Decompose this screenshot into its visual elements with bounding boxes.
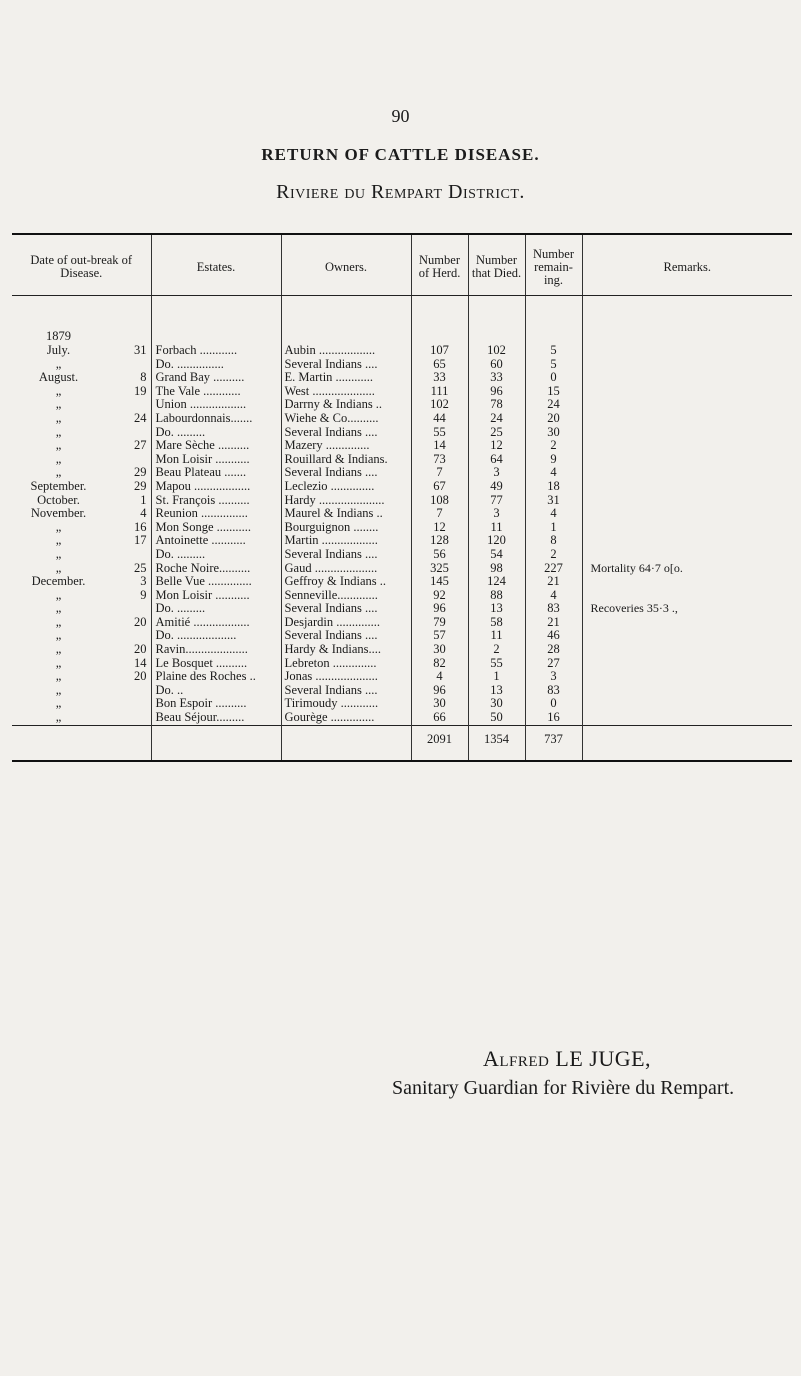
cell-died: 11 <box>468 629 525 643</box>
cell-month: „ <box>55 656 62 670</box>
table-row <box>12 371 792 385</box>
cell-herd: 30 <box>411 697 468 711</box>
table-row <box>12 480 792 494</box>
cell-day: 14 <box>105 657 151 671</box>
cell-day: 9 <box>105 589 151 603</box>
cell-estate: Antoinette ........... <box>151 534 281 548</box>
cell-remarks <box>582 426 792 440</box>
cell-month: „ <box>55 561 62 575</box>
cell-month: November. <box>30 507 87 521</box>
cell-estate: Mon Loisir ........... <box>151 453 281 467</box>
cell-estate: Amitié .................. <box>151 616 281 630</box>
cell-remaining: 83 <box>525 684 582 698</box>
cell-died: 49 <box>468 480 525 494</box>
cell-remaining: 2 <box>525 439 582 453</box>
cell-month: „ <box>55 534 62 548</box>
document-title: RETURN OF CATTLE DISEASE. <box>261 145 540 164</box>
cell-remarks <box>582 398 792 412</box>
cell-day: 20 <box>105 670 151 684</box>
cell-day: 24 <box>105 412 151 426</box>
cell-day: 20 <box>105 643 151 657</box>
cell-estate: The Vale ............ <box>151 385 281 399</box>
cell-day <box>105 629 151 643</box>
cell-remarks <box>582 358 792 372</box>
signature-title: Sanitary Guardian for Rivière du Rempart. <box>392 1077 735 1099</box>
cell-owner: Lebreton .............. <box>281 657 411 671</box>
cell-remarks <box>582 480 792 494</box>
cell-died: 30 <box>468 697 525 711</box>
cell-owner: Aubin .................. <box>281 344 411 358</box>
cell-remarks <box>582 548 792 562</box>
cell-day: 4 <box>105 507 151 521</box>
cell-owner: Maurel & Indians .. <box>281 507 411 521</box>
cell-owner: West .................... <box>281 385 411 399</box>
cell-estate: Mon Loisir ........... <box>151 589 281 603</box>
cell-died: 102 <box>468 344 525 358</box>
cell-day <box>105 711 151 725</box>
cell-owner: Bourguignon ........ <box>281 521 411 535</box>
cell-owner: Hardy & Indians.... <box>281 643 411 657</box>
cell-month: „ <box>55 466 62 480</box>
cell-month: „ <box>55 398 62 412</box>
table-row <box>12 643 792 657</box>
cell-owner: Gaud .................... <box>281 562 411 576</box>
header-remarks: Remarks. <box>582 235 792 296</box>
cell-estate: Reunion ............... <box>151 507 281 521</box>
total-died: 1354 <box>468 725 525 750</box>
table-row <box>12 439 792 453</box>
cell-day: 20 <box>105 616 151 630</box>
cell-died: 3 <box>468 507 525 521</box>
cell-estate: St. François .......... <box>151 494 281 508</box>
table-spacer-row <box>12 296 792 331</box>
cell-owner: Rouillard & Indians. <box>281 453 411 467</box>
cell-owner: Wiehe & Co.......... <box>281 412 411 426</box>
cell-estate: Plaine des Roches .. <box>151 670 281 684</box>
cell-died: 54 <box>468 548 525 562</box>
cell-estate: Beau Plateau ....... <box>151 466 281 480</box>
cell-estate: Do. ............... <box>151 358 281 372</box>
cell-owner: Several Indians .... <box>281 426 411 440</box>
cell-owner: Several Indians .... <box>281 684 411 698</box>
year-row <box>12 330 792 344</box>
header-date: Date of out-break of Disease. <box>12 235 151 296</box>
year-label: 1879 <box>46 330 71 344</box>
cell-owner: Several Indians .... <box>281 629 411 643</box>
table-header-row <box>12 235 792 296</box>
table-row <box>12 548 792 562</box>
cell-herd: 111 <box>411 385 468 399</box>
cell-owner: Tirimoudy ............ <box>281 697 411 711</box>
table-row <box>12 562 792 576</box>
cell-month: „ <box>55 629 62 643</box>
table-tail-row <box>12 750 792 760</box>
cell-remarks <box>582 589 792 603</box>
cell-remaining: 20 <box>525 412 582 426</box>
cell-died: 120 <box>468 534 525 548</box>
cell-remaining: 2 <box>525 548 582 562</box>
cell-herd: 55 <box>411 426 468 440</box>
cell-remarks <box>582 629 792 643</box>
cell-month: „ <box>55 384 62 398</box>
table-row <box>12 344 792 358</box>
cell-month: „ <box>55 711 62 725</box>
totals-row <box>12 725 792 750</box>
cell-estate: Labourdonnais....... <box>151 412 281 426</box>
table-row <box>12 629 792 643</box>
cell-day <box>105 453 151 467</box>
cell-month: „ <box>55 643 62 657</box>
cell-month: „ <box>55 411 62 425</box>
table-row <box>12 521 792 535</box>
table-row <box>12 398 792 412</box>
cell-owner: Martin .................. <box>281 534 411 548</box>
cell-herd: 44 <box>411 412 468 426</box>
cell-month: October. <box>37 493 80 507</box>
cell-remaining: 24 <box>525 398 582 412</box>
table-row <box>12 657 792 671</box>
cell-month: „ <box>55 520 62 534</box>
cell-remaining: 8 <box>525 534 582 548</box>
cell-herd: 102 <box>411 398 468 412</box>
cell-month: „ <box>55 547 62 561</box>
header-estates: Estates. <box>151 235 281 296</box>
cell-day: 17 <box>105 534 151 548</box>
cell-herd: 128 <box>411 534 468 548</box>
cell-day: 16 <box>105 521 151 535</box>
cell-remarks <box>582 575 792 589</box>
table-body <box>12 296 792 726</box>
cell-herd: 96 <box>411 602 468 616</box>
cell-month: „ <box>55 357 62 371</box>
cell-day: 29 <box>105 480 151 494</box>
cell-estate: Grand Bay .......... <box>151 371 281 385</box>
cell-estate: Do. ......... <box>151 426 281 440</box>
cell-died: 13 <box>468 602 525 616</box>
cell-remarks <box>582 670 792 684</box>
cell-day: 27 <box>105 439 151 453</box>
cell-herd: 108 <box>411 494 468 508</box>
cell-remaining: 227 <box>525 562 582 576</box>
table-row <box>12 616 792 630</box>
cell-day: 1 <box>105 494 151 508</box>
cell-remarks: Recoveries 35·3 ., <box>590 602 678 616</box>
cell-died: 77 <box>468 494 525 508</box>
cell-owner: Several Indians .... <box>281 602 411 616</box>
cell-day: 31 <box>105 344 151 358</box>
cell-herd: 7 <box>411 507 468 521</box>
cell-died: 33 <box>468 371 525 385</box>
cell-estate: Do. ......... <box>151 548 281 562</box>
cell-remarks <box>582 371 792 385</box>
cell-died: 25 <box>468 426 525 440</box>
cell-died: 98 <box>468 562 525 576</box>
cell-remarks <box>582 697 792 711</box>
cell-died: 12 <box>468 439 525 453</box>
cell-remarks <box>582 385 792 399</box>
cell-day <box>105 398 151 412</box>
cell-day <box>105 697 151 711</box>
cell-month: „ <box>55 670 62 684</box>
cell-herd: 33 <box>411 371 468 385</box>
cell-herd: 79 <box>411 616 468 630</box>
cell-remaining: 31 <box>525 494 582 508</box>
table-row <box>12 534 792 548</box>
cell-estate: Belle Vue .............. <box>151 575 281 589</box>
cell-died: 64 <box>468 453 525 467</box>
cell-day <box>105 548 151 562</box>
cell-month: „ <box>55 615 62 629</box>
table-row <box>12 711 792 725</box>
cell-died: 11 <box>468 521 525 535</box>
header-remaining: Number remain-ing. <box>525 235 582 296</box>
cell-herd: 57 <box>411 629 468 643</box>
document-subtitle: Riviere du Rempart District. <box>276 181 525 203</box>
table-row <box>12 426 792 440</box>
total-herd: 2091 <box>411 725 468 750</box>
cell-owner: Leclezio .............. <box>281 480 411 494</box>
cell-day <box>105 358 151 372</box>
cell-herd: 14 <box>411 439 468 453</box>
cell-month: „ <box>55 683 62 697</box>
table-row <box>12 385 792 399</box>
cell-died: 55 <box>468 657 525 671</box>
cell-month: „ <box>55 452 62 466</box>
signature-name: Alfred LE JUGE, <box>483 1046 652 1071</box>
cell-month: „ <box>55 588 62 602</box>
cell-remaining: 0 <box>525 371 582 385</box>
cell-remarks <box>582 711 792 725</box>
cell-month: „ <box>55 425 62 439</box>
cell-herd: 82 <box>411 657 468 671</box>
cell-owner: E. Martin ............ <box>281 371 411 385</box>
cell-day: 25 <box>105 562 151 576</box>
cell-month: August. <box>38 371 79 385</box>
cell-remaining: 46 <box>525 629 582 643</box>
cell-remarks <box>582 616 792 630</box>
header-died: Number that Died. <box>468 235 525 296</box>
cell-day: 29 <box>105 466 151 480</box>
table-row <box>12 670 792 684</box>
cell-day: 8 <box>105 371 151 385</box>
cell-remaining: 4 <box>525 466 582 480</box>
cell-herd: 107 <box>411 344 468 358</box>
cell-owner: Darrny & Indians .. <box>281 398 411 412</box>
table-row <box>12 358 792 372</box>
table-row <box>12 589 792 603</box>
table-row <box>12 494 792 508</box>
cell-died: 78 <box>468 398 525 412</box>
cell-remaining: 28 <box>525 643 582 657</box>
cell-herd: 145 <box>411 575 468 589</box>
cell-died: 88 <box>468 589 525 603</box>
cell-estate: Beau Séjour......... <box>151 711 281 725</box>
cell-herd: 325 <box>411 562 468 576</box>
cell-remaining: 4 <box>525 589 582 603</box>
cell-died: 1 <box>468 670 525 684</box>
cell-month: „ <box>55 602 62 616</box>
cell-herd: 92 <box>411 589 468 603</box>
cell-remaining: 4 <box>525 507 582 521</box>
cell-died: 124 <box>468 575 525 589</box>
cell-remaining: 1 <box>525 521 582 535</box>
cell-remaining: 15 <box>525 385 582 399</box>
cell-died: 50 <box>468 711 525 725</box>
cell-remarks <box>582 453 792 467</box>
cell-month: December. <box>31 575 86 589</box>
cell-remaining: 5 <box>525 358 582 372</box>
cell-remarks <box>582 412 792 426</box>
cell-herd: 4 <box>411 670 468 684</box>
cell-owner: Several Indians .... <box>281 548 411 562</box>
cell-remarks <box>582 344 792 358</box>
cattle-disease-table <box>12 235 792 760</box>
cell-estate: Roche Noire.......... <box>151 562 281 576</box>
cell-remaining: 0 <box>525 697 582 711</box>
cell-remarks <box>582 466 792 480</box>
cell-owner: Hardy ..................... <box>281 494 411 508</box>
cell-remaining: 16 <box>525 711 582 725</box>
cell-remaining: 30 <box>525 426 582 440</box>
table-row <box>12 697 792 711</box>
cell-remaining: 5 <box>525 344 582 358</box>
cell-estate: Mapou .................. <box>151 480 281 494</box>
cell-estate: Do. ......... <box>151 602 281 616</box>
cell-remaining: 18 <box>525 480 582 494</box>
cell-owner: Gourège .............. <box>281 711 411 725</box>
cell-remaining: 83 <box>525 602 582 616</box>
cell-owner: Several Indians .... <box>281 358 411 372</box>
table-row <box>12 412 792 426</box>
total-remaining: 737 <box>525 725 582 750</box>
cell-herd: 30 <box>411 643 468 657</box>
cell-remarks <box>582 534 792 548</box>
cell-estate: Forbach ............ <box>151 344 281 358</box>
cell-herd: 67 <box>411 480 468 494</box>
cell-died: 60 <box>468 358 525 372</box>
cell-remaining: 21 <box>525 616 582 630</box>
table-row <box>12 507 792 521</box>
cell-owner: Senneville............. <box>281 589 411 603</box>
cell-owner: Mazery .............. <box>281 439 411 453</box>
cell-herd: 73 <box>411 453 468 467</box>
page-number: 90 <box>391 106 410 126</box>
cell-month: „ <box>55 439 62 453</box>
cell-remarks <box>582 507 792 521</box>
cell-day: 3 <box>105 575 151 589</box>
table-row <box>12 602 792 616</box>
table-row <box>12 684 792 698</box>
cell-remaining: 27 <box>525 657 582 671</box>
cell-estate: Le Bosquet .......... <box>151 657 281 671</box>
cell-day <box>105 684 151 698</box>
cell-remarks <box>582 684 792 698</box>
cell-estate: Union .................. <box>151 398 281 412</box>
cell-died: 96 <box>468 385 525 399</box>
cell-estate: Mare Sèche .......... <box>151 439 281 453</box>
cell-owner: Desjardin .............. <box>281 616 411 630</box>
cell-died: 3 <box>468 466 525 480</box>
cattle-disease-table-wrapper <box>12 233 792 762</box>
cell-month: September. <box>30 479 87 493</box>
cell-remarks <box>582 643 792 657</box>
cell-herd: 66 <box>411 711 468 725</box>
cell-day <box>105 426 151 440</box>
cell-owner: Jonas .................... <box>281 670 411 684</box>
cell-herd: 65 <box>411 358 468 372</box>
cell-month: July. <box>46 344 71 357</box>
cell-estate: Mon Songe ........... <box>151 521 281 535</box>
cell-remarks: Mortality 64·7 o[o. <box>590 561 683 575</box>
cell-month: „ <box>55 697 62 711</box>
cell-died: 24 <box>468 412 525 426</box>
header-herd: Number of Herd. <box>411 235 468 296</box>
cell-herd: 12 <box>411 521 468 535</box>
cell-died: 2 <box>468 643 525 657</box>
header-owners: Owners. <box>281 235 411 296</box>
cell-remarks <box>582 657 792 671</box>
table-row <box>12 466 792 480</box>
cell-estate: Ravin.................... <box>151 643 281 657</box>
table-row <box>12 453 792 467</box>
cell-day: 19 <box>105 385 151 399</box>
cell-remaining: 9 <box>525 453 582 467</box>
cell-owner: Several Indians .... <box>281 466 411 480</box>
cell-estate: Do. ................... <box>151 629 281 643</box>
cell-estate: Do. .. <box>151 684 281 698</box>
cell-remarks <box>582 439 792 453</box>
cell-owner: Geffroy & Indians .. <box>281 575 411 589</box>
cell-estate: Bon Espoir .......... <box>151 697 281 711</box>
cell-day <box>105 602 151 616</box>
cell-remaining: 21 <box>525 575 582 589</box>
table-row <box>12 575 792 589</box>
cell-herd: 96 <box>411 684 468 698</box>
cell-remarks <box>582 494 792 508</box>
cell-herd: 7 <box>411 466 468 480</box>
cell-remaining: 3 <box>525 670 582 684</box>
cell-died: 58 <box>468 616 525 630</box>
cell-remarks <box>582 521 792 535</box>
cell-died: 13 <box>468 684 525 698</box>
cell-herd: 56 <box>411 548 468 562</box>
